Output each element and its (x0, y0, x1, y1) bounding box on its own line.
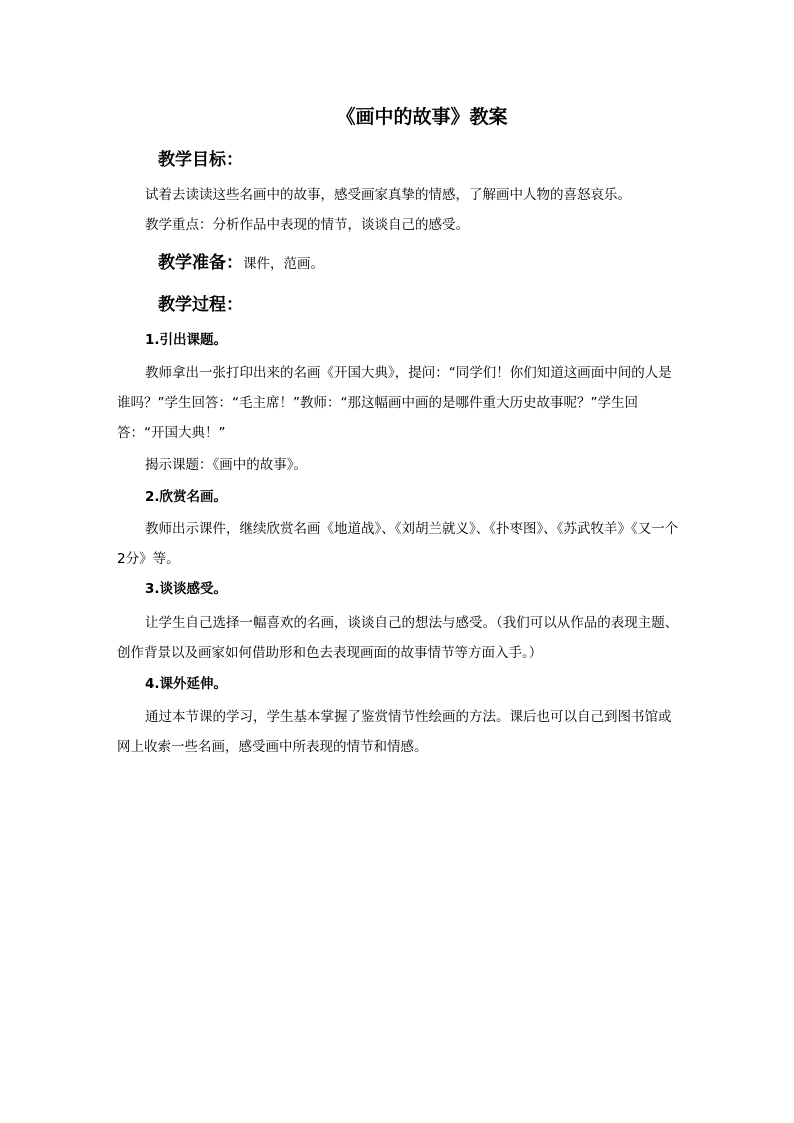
step-1-paragraph-1: 教师拿出一张打印出来的名画《开国大典》，提问：“同学们！你们知道这画面中间的人是谁吗？”学生回答：“毛主席！”教师：“那这幅画中画的是哪件重大历史故事呢？”学生回答：“开国大典！” (117, 365, 672, 441)
objectives-text: 试着去读读这些名画中的故事，感受画家真挚的情感，了解画中人物的喜怒哀乐。 (145, 187, 631, 203)
step-1-paragraph-2: 揭示课题：《画中的故事》。 (145, 457, 307, 473)
step-3-heading: 3.谈谈感受。 (145, 581, 228, 597)
step-1-heading: 1.引出课题。 (145, 332, 228, 348)
document-title: 《画中的故事》教案 (336, 106, 508, 128)
step-4-heading: 4.课外延伸。 (145, 676, 228, 692)
step-2-paragraph-1: 教师出示课件，继续欣赏名画《地道战》、《刘胡兰就义》、《扑枣图》、《苏武牧羊》《又一个2分》等。 (117, 521, 679, 567)
step-4-paragraph-1: 通过本节课的学习，学生基本掌握了鉴赏情节性绘画的方法。课后也可以自己到图书馆或网上收索一些名画，感受画中所表现的情节和情感。 (117, 709, 672, 755)
key-point-text: 教学重点：分析作品中表现的情节，谈谈自己的感受。 (145, 217, 469, 233)
step-3-paragraph-1: 让学生自己选择一幅喜欢的名画，谈谈自己的想法与感受。（我们可以从作品的表现主题、创作背景以及画家如何借助形和色去表现画面的故事情节等方面入手。） (117, 615, 679, 661)
preparation-line (158, 250, 324, 277)
preparation-text: 课件，范画。 (243, 256, 324, 272)
process-heading: 教学过程： (158, 295, 243, 315)
objectives-heading: 教学目标： (158, 150, 243, 170)
preparation-heading: 教学准备： (158, 253, 243, 273)
step-2-heading: 2.欣赏名画。 (145, 489, 228, 505)
